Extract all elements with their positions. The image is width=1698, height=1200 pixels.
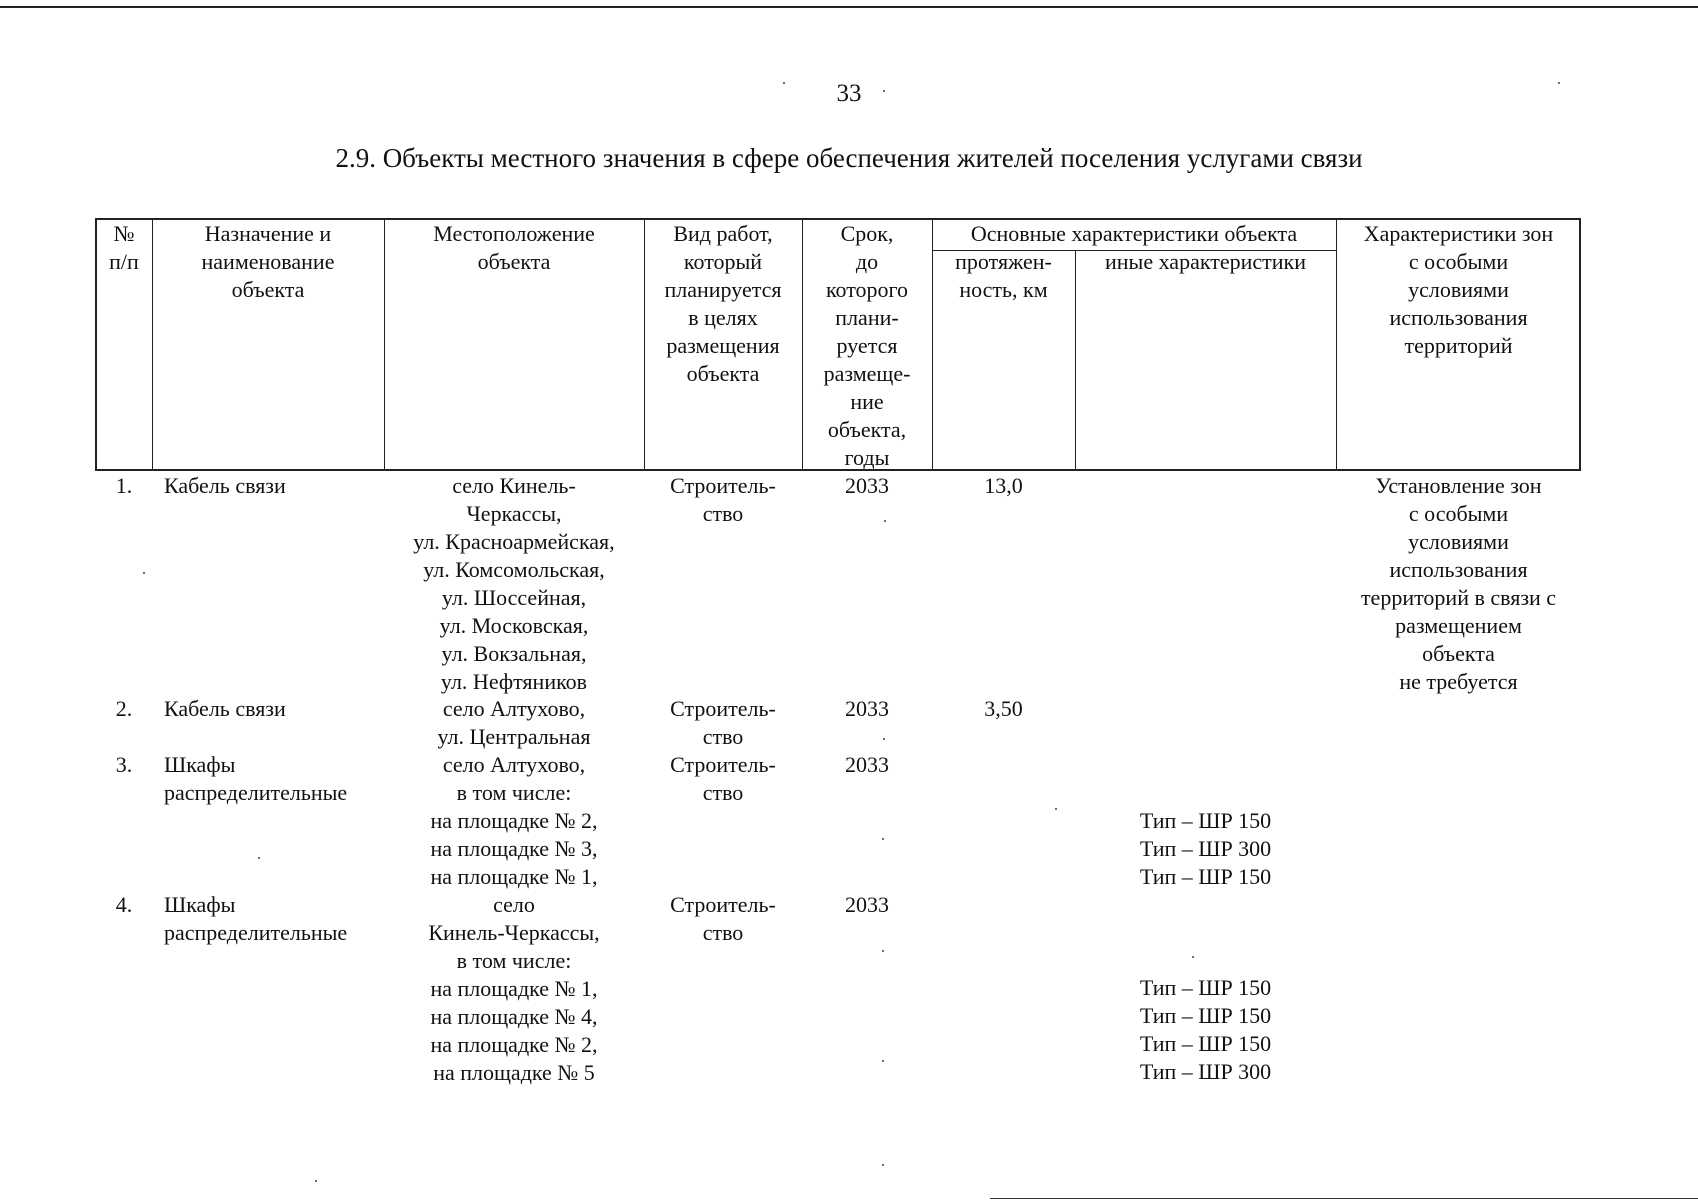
row-number: 2. xyxy=(115,696,133,721)
header-location: Местоположение объекта xyxy=(433,221,595,274)
row-work-type: Строитель- ство xyxy=(670,696,776,749)
row-number: 4. xyxy=(115,892,133,917)
row-number: 3. xyxy=(115,752,133,777)
row-length: 3,50 xyxy=(984,696,1023,721)
row-name: Кабель связи xyxy=(164,473,286,498)
row-location: село Кинель-Черкассы, в том числе: на площадке № 1, на площадке № 4, на площадке № 2, на площадке № 5 xyxy=(428,892,600,1085)
header-zones: Характеристики зон с особыми условиями использования территорий xyxy=(1363,221,1554,358)
scan-speck xyxy=(882,950,884,952)
row-term: 2033 xyxy=(845,473,889,498)
row-name: Шкафы распределительные xyxy=(164,892,348,945)
row-zones: Установление зон с особыми условиями использования территорий в связи с размещением объекта не требуется xyxy=(1360,473,1557,694)
row-term: 2033 xyxy=(845,696,889,721)
document-title: 2.9. Объекты местного значения в сфере обеспечения жителей поселения услугами связи xyxy=(335,143,1363,173)
row-length: 13,0 xyxy=(984,473,1023,498)
scan-speck xyxy=(884,520,886,522)
row-work-type: Строитель- ство xyxy=(670,473,776,526)
bottom-rule xyxy=(990,1198,1698,1199)
header-length: протяжен- ность, км xyxy=(955,249,1052,302)
top-rule xyxy=(0,6,1698,8)
row-work-type: Строитель- ство xyxy=(670,892,776,945)
row-term: 2033 xyxy=(845,752,889,777)
header-other-characteristics: иные характеристики xyxy=(1105,249,1306,274)
scan-speck xyxy=(1192,956,1194,958)
scan-speck xyxy=(883,738,885,740)
row-term: 2033 xyxy=(845,892,889,917)
scan-speck xyxy=(258,857,260,859)
row-name: Кабель связи xyxy=(164,696,286,721)
header-term: Срок, до которого плани- руется размеще- ние объекта, годы xyxy=(823,221,911,470)
row-work-type: Строитель- ство xyxy=(670,752,776,805)
header-divider xyxy=(1075,250,1076,471)
row-location: село Алтухово, в том числе: на площадке № 2, на площадке № 3, на площадке № 1, xyxy=(430,752,598,889)
row-location: село Алтухово, ул. Центральная xyxy=(437,696,591,749)
scan-speck xyxy=(783,82,785,84)
header-name: Назначение и наименование объекта xyxy=(201,221,335,302)
row-number: 1. xyxy=(115,473,133,498)
row-other-characteristics: Тип – ШР 150 Тип – ШР 150 Тип – ШР 150 Тип – ШР 300 xyxy=(1139,975,1272,1084)
scan-speck xyxy=(882,1164,884,1166)
scan-speck xyxy=(1558,82,1560,84)
scan-speck xyxy=(143,572,145,574)
header-number: № п/п xyxy=(109,221,139,274)
scan-speck xyxy=(882,838,884,840)
scan-speck xyxy=(882,1060,884,1062)
row-other-characteristics: Тип – ШР 150 Тип – ШР 300 Тип – ШР 150 xyxy=(1139,808,1272,889)
header-work-type: Вид работ, который планируется в целях размещения объекта xyxy=(664,221,782,386)
scan-speck xyxy=(883,90,885,92)
header-main-characteristics: Основные характеристики объекта xyxy=(970,221,1298,246)
row-name: Шкафы распределительные xyxy=(164,752,348,805)
page-number: 33 xyxy=(836,80,862,107)
scan-speck xyxy=(315,1180,317,1182)
scan-speck xyxy=(1055,808,1057,810)
row-location: село Кинель- Черкассы, ул. Красноармейская, ул. Комсомольская, ул. Шоссейная, ул. Московская, ул. Вокзальная, ул. Нефтяников xyxy=(413,473,615,694)
